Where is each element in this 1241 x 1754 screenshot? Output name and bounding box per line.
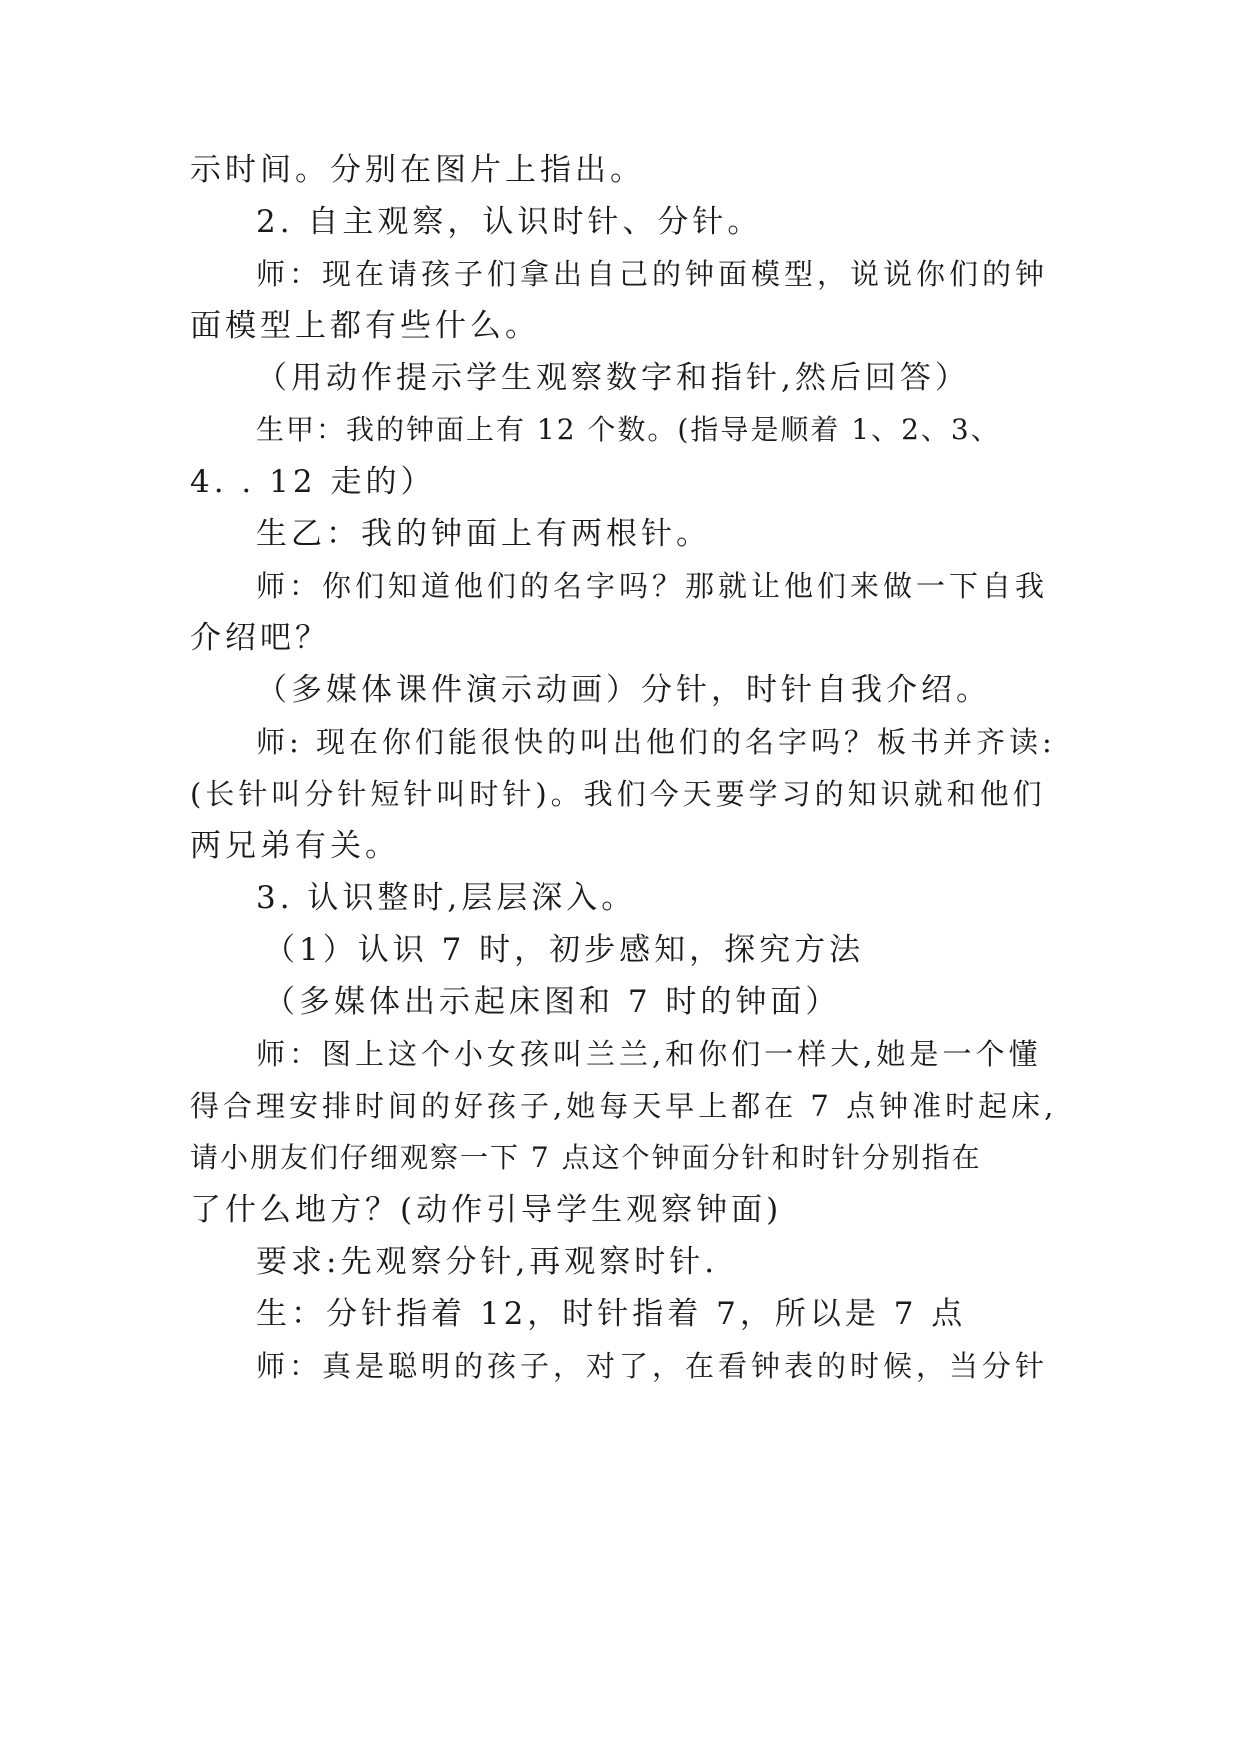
text-line: （用动作提示学生观察数字和指针,然后回答） [256,360,970,396]
text-line: 了什么地方？(动作引导学生观察钟面) [190,1192,783,1228]
text-line: 生乙：我的钟面上有两根针。 [256,516,711,552]
text-line: 师：图上这个小女孩叫兰兰,和你们一样大,她是一个懂 [256,1037,1042,1071]
text-line: 师：你们知道他们的名字吗？那就让他们来做一下自我 [256,569,1049,603]
text-line: 4. . 12 走的） [190,464,436,500]
text-line: 示时间。分别在图片上指出。 [190,152,645,188]
text-line: 面模型上都有些什么。 [190,308,540,344]
text-line: 两兄弟有关。 [190,828,400,864]
text-line: 请小朋友们仔细观察一下 7 点这个钟面分针和时针分别指在 [190,1141,982,1174]
text-line: 3. 认识整时,层层深入。 [256,880,637,916]
text-line: 得合理安排时间的好孩子,她每天早上都在 7 点钟准时起床, [190,1089,1058,1123]
text-line: 要求:先观察分针,再观察时针. [256,1244,719,1280]
text-line: 师：真是聪明的孩子，对了，在看钟表的时候，当分针 [256,1349,1049,1383]
text-line: 2. 自主观察，认识时针、分针。 [256,204,763,240]
text-line: （1）认识 7 时，初步感知，探究方法 [264,932,865,968]
text-line: （多媒体出示起床图和 7 时的钟面） [264,984,841,1020]
text-line: 生：分针指着 12，时针指着 7，所以是 7 点 [256,1296,967,1332]
text-line: 师: 现在你们能很快的叫出他们的名字吗？板书并齐读: [256,725,1056,759]
text-line: 介绍吧？ [190,620,330,656]
text-line: (长针叫分针短针叫时针)。我们今天要学习的知识就和他们 [190,777,1046,811]
text-line: （多媒体课件演示动画）分针，时针自我介绍。 [256,672,991,708]
text-line: 生甲：我的钟面上有 12 个数。(指导是顺着 1、2、3、 [256,413,1001,446]
text-line: 师：现在请孩子们拿出自己的钟面模型，说说你们的钟 [256,257,1049,291]
